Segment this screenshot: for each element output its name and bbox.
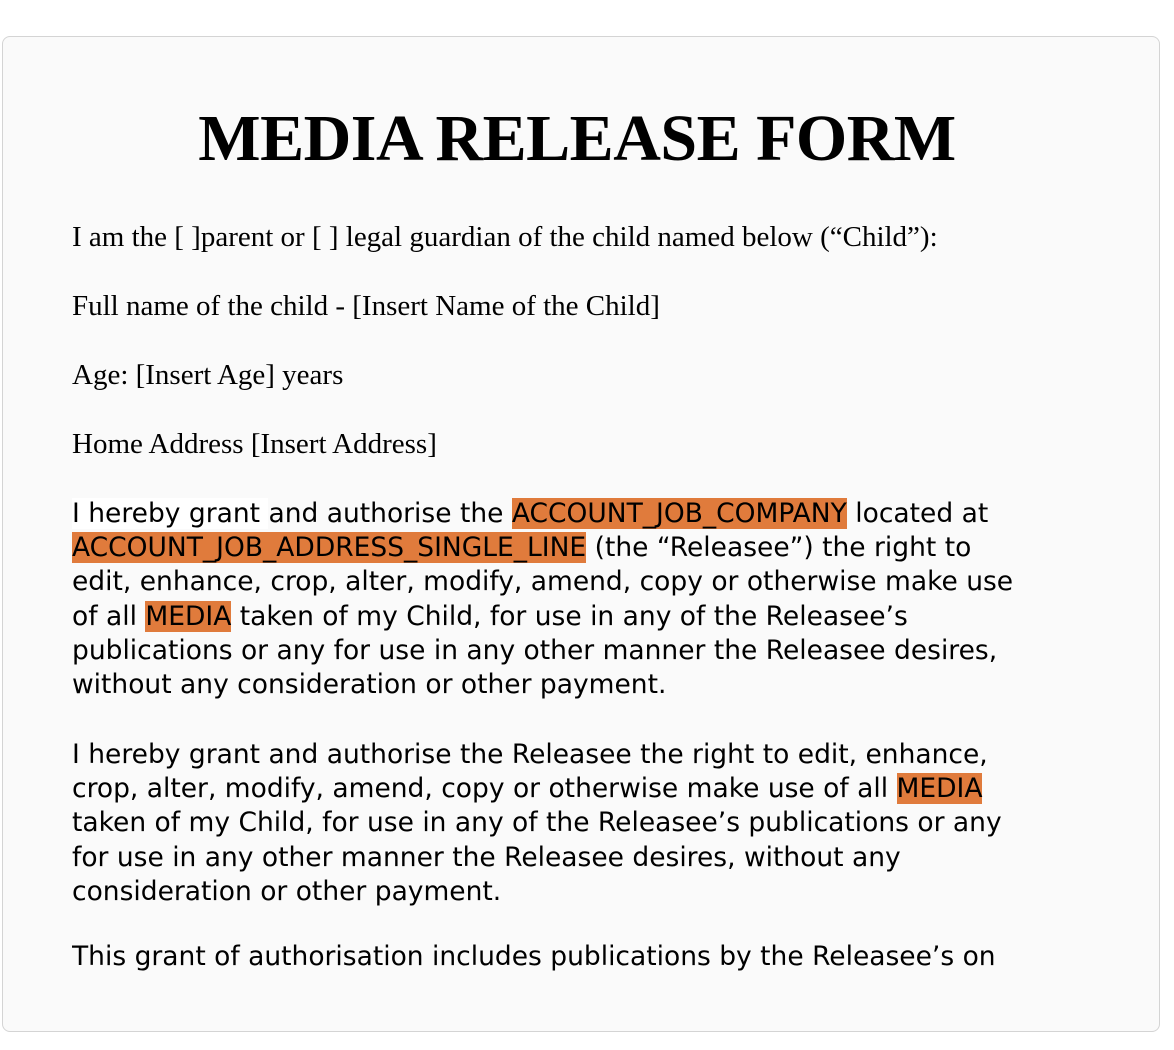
paragraph-line: taken of my Child, for use in any of the Releasee’s publications or any	[72, 807, 1002, 839]
address-merge-field: ACCOUNT_JOB_ADDRESS_SINGLE_LINE	[72, 532, 587, 564]
paragraph-line: This grant of authorisation includes publications by the Releasee’s on	[72, 941, 996, 972]
address-line: Home Address [Insert Address]	[72, 428, 437, 460]
paragraph-line: ACCOUNT_JOB_ADDRESS_SINGLE_LINE (the “Releasee”) the right to	[72, 532, 972, 564]
grant-paragraph-1	[72, 497, 1082, 702]
authorisation-paragraph	[72, 940, 1082, 972]
paragraph-line: for use in any other manner the Releasee desires, without any	[72, 841, 901, 873]
document-viewer[interactable]	[2, 36, 1160, 1032]
paragraph-line: publications or any for use in any other manner the Releasee desires,	[72, 634, 998, 666]
guardian-statement: I am the [ ]parent or [ ] legal guardian of the child named below (“Child”):	[72, 221, 938, 253]
paragraph-line: I hereby grant and authorise the Releasee the right to edit, enhance,	[72, 739, 988, 770]
age-line: Age: [Insert Age] years	[72, 359, 344, 391]
paragraph-line: I hereby grant and authorise the ACCOUNT_JOB_COMPANY located at	[72, 498, 989, 529]
paragraph-line: consideration or other payment.	[72, 875, 502, 907]
paragraph-line: edit, enhance, crop, alter, modify, amend, copy or otherwise make use	[72, 566, 1014, 598]
grant-text: I hereby grant	[72, 498, 269, 529]
grant-paragraph-2	[72, 738, 1082, 909]
child-name-line: Full name of the child - [Insert Name of the Child]	[72, 290, 660, 322]
paragraph-line: of all MEDIA taken of my Child, for use in any of the Releasee’s	[72, 600, 908, 632]
paragraph-line: without any consideration or other payment.	[72, 669, 667, 701]
media-merge-field: MEDIA	[145, 600, 232, 632]
paragraph-line: crop, alter, modify, amend, copy or otherwise make use of all MEDIA	[72, 773, 983, 805]
document-title: MEDIA RELEASE FORM	[198, 102, 956, 175]
company-merge-field: ACCOUNT_JOB_COMPANY	[511, 498, 847, 529]
media-merge-field: MEDIA	[896, 773, 983, 805]
